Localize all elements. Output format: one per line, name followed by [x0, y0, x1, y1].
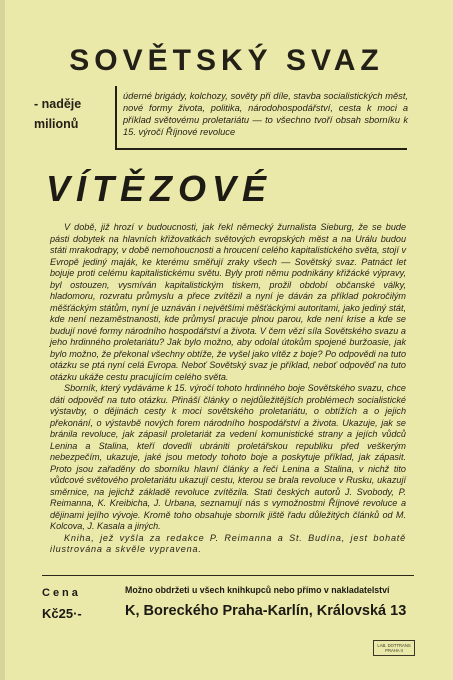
printer-stamp: LAB. DOTTRANS PRAHA II — [373, 640, 415, 656]
paper-edge — [0, 0, 5, 680]
availability-note: Možno obdržeti u všech knihkupců nebo přímo v nakladatelství — [125, 585, 390, 595]
body-paragraph: Sborník, který vydáváme k 15. výročí tohoto hrdinného boje Sovětského svazu, chce dáti odpověď na tuto otázku. Přináší články o nejdůležitějších problémech socialistické výstavby, o dějinách cesty k moci sovětského proletariátu, o obtížích a o jejich překonání, o výstavbě nových forem národního hospodářství a života. Ukazuje, jak se bránila revoluce, jak zápasil proletariát za vedení komunistické strany a jejích vůdců Lenina a Stalina, kteří dovedli ubrániti proletářskou republiku před veškerým nebezpečím, ukazuje, jaké jsou metody tohoto boje a poskytuje příklad, jak zápasit. Proto jsou zařaděny do sborníku hlavní články a řeči Lenina a Stalina, v nichž tito vůdcové světového proletariátu ukazují cestu, kterou se brala revoluce v Rusku, ukazují směrnice, na jejichž základě revoluce zvítězila. Stati českých autorů J. Svobody, P. Reimanna, K. Kreibicha, J. Urbana, seznamují nás s vymožnostmi Říjnové revoluce a dějinami jejího vývoje. Kromě toho obsahuje sborník jiště řadu důležitých článků od M. Kolcova, J. Kasala a jiných. — [50, 383, 406, 531]
divider — [42, 575, 414, 576]
publisher-address: K, Boreckého Praha-Karlín, Královská 13 — [125, 603, 407, 619]
poster-title: SOVĚTSKÝ SVAZ — [69, 44, 384, 77]
body-paragraph: V době, již hrozí v budoucnosti, jak řekl německý žurnalista Sieburg, že se bude pásti dobytek na hlavních křižovatkách světových evropských měst a na Urálu budou státi mrakodrapy, v době nemohoucnosti a hroucení celého kapitalistického světa, stojí v Evropě jediný maják, ke kterému směřují zraky všech — Sovětský svaz. Patnáct let bojuje proti celému kapitalistickému světu. Byly proti němu podnikány křižácké výpravy, byl ostouzen, vysmíván kapitalistickým tiskem, prožil období občanské války, hladomoru, rozvratu průmyslu a přece zvítězil a nyní je dáván za příklad pokročilým měšťáckým státům, nyní je uznáván i největšími měšťáckými autoritami, jako jediný stát, kde není nezaměstnanosti, kde průmysl pracuje plnou parou, kde není krise a kde se budují nové formy národního hospodářství a života. V čem vězí síla Sovětského svazu a jeho hrdinného proletariátu? Jak bylo možno, aby odolal útokům spojené buržoasie, jak bylo možno, že překonal všechny obtíže, že vyšel jako vítěz z boje? Po odpovědi na tuto otázku se ptá nyní celá Evropa. Neboť Sovětský svaz je příklad, neboť odpověď na tuto otázku ukáže cestu pracujícím celého světa. — [50, 222, 406, 382]
body-paragraph: Kniha, jež vyšla za redakce P. Reimanna a St. Budína, jest bohatě ilustrována a skvěle vypravena. — [50, 532, 406, 554]
intro-text: úderné brigády, kolchozy, sověty při díle, stavba socialistických měst, nové formy života, politika, národohospodářství, cesta k moci a příklad světovému proletariátu — to všechno tvoří obsah sborníku k 15. výročí Říjnové revoluce — [123, 91, 408, 137]
body-text — [50, 222, 406, 556]
price-label: Cena — [42, 587, 81, 599]
poster-subtitle: - naděje milionů — [34, 97, 82, 131]
headline: VÍTĚZOVÉ — [46, 168, 273, 209]
price-value: Kč25·- — [42, 606, 82, 621]
